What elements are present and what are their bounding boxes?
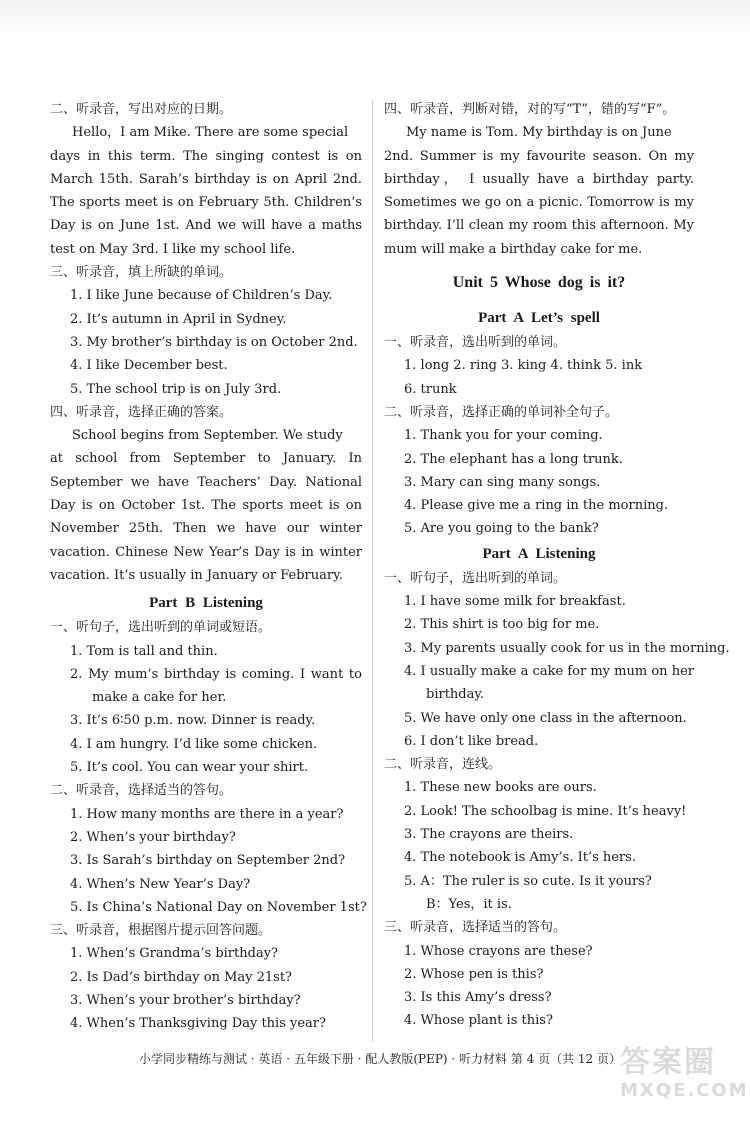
list-item: 2. It’s autumn in April in Sydney. [70, 311, 287, 327]
list-item: 1. Tom is tall and thin. [70, 643, 218, 659]
list-item: 3. It’s 6∶50 p.m. now. Dinner is ready. [70, 713, 316, 729]
paragraph-line: 2nd. Summer is my favourite season. On my [384, 148, 694, 164]
paragraph-line: Day is on June 1st. And we will have a maths [50, 218, 362, 234]
list-item: 2. Is Dad’s birthday on May 21st? [70, 969, 293, 985]
list-item: 1. I like June because of Children’s Day. [70, 288, 333, 304]
paragraph-line: Hello，I am Mike. There are some special [72, 125, 349, 141]
paragraph-line: Sometimes we go on a picnic. Tomorrow is my [384, 195, 694, 211]
paragraph-line: November 25th. Then we have our winter [50, 521, 362, 537]
list-item: 4. Whose plant is this? [404, 1013, 553, 1029]
list-item: 1. These new books are ours. [404, 780, 597, 796]
watermark-en: MXQE.COM [620, 1080, 749, 1101]
list-item: 5. The school trip is on July 3rd. [70, 381, 282, 397]
section-heading: 三、听录音，填上所缺的单词。 [50, 265, 233, 281]
paragraph-line: September we have Teachers’ Day. National [50, 474, 362, 490]
paragraph-line: vacation. Chinese New Year’s Day is in winter [50, 544, 362, 560]
paragraph-line: birthday. I’ll clean my room this afternoon. My [384, 218, 694, 234]
list-item: 2. My mum’s birthday is coming. I want to [70, 666, 362, 682]
list-item: 4. I am hungry. I’d like some chicken. [70, 736, 318, 752]
section-heading: 三、听录音，选择适当的答句。 [384, 920, 567, 936]
list-item: 4. I like December best. [70, 358, 228, 374]
paragraph-line: vacation. It’s usually in January or February. [50, 567, 343, 583]
list-item: 3. My parents usually cook for us in the morning. [404, 640, 730, 656]
watermark-cn: 答案圈 [620, 1045, 716, 1080]
list-item: 4. Please give me a ring in the morning. [404, 498, 669, 514]
list-item: 1. When’s Grandma’s birthday? [70, 946, 279, 962]
list-item: 4. When’s Thanksgiving Day this year? [70, 1016, 326, 1032]
list-item: 5. It’s cool. You can wear your shirt. [70, 760, 309, 776]
list-item: 4. When’s New Year’s Day? [70, 876, 251, 892]
part-a-listening-title: Part A Listening [482, 545, 596, 562]
list-item: 1. long 2. ring 3. king 4. think 5. ink [404, 358, 643, 374]
scan-top-shading [0, 0, 750, 40]
paragraph-line: test on May 3rd. I like my school life. [50, 241, 296, 257]
list-item: 4. The notebook is Amy’s. It’s hers. [404, 850, 636, 866]
paragraph-line: at school from September to January. In [50, 451, 362, 467]
part-b-title: Part B Listening [149, 595, 263, 612]
list-item: 2. When’s your birthday? [70, 829, 236, 845]
section-heading: 二、听录音，选择正确的单词补全句子。 [384, 404, 619, 420]
list-item: 1. Whose crayons are these? [404, 943, 593, 959]
list-item: 6. I don’t like bread. [404, 733, 539, 749]
section-heading: 二、听录音，连线。 [384, 757, 502, 773]
paragraph-line: mum will make a birthday cake for me. [384, 241, 643, 257]
list-item: 5. We have only one class in the afternoon. [404, 710, 687, 726]
list-item: 3. Mary can sing many songs. [404, 474, 601, 490]
list-item: 3. The crayons are theirs. [404, 827, 574, 843]
paragraph-line: My name is Tom. My birthday is on June [406, 125, 672, 141]
list-item: 1. I have some milk for breakfast. [404, 594, 626, 610]
paragraph-line: birthday， I usually have a birthday party. [384, 171, 694, 187]
column-divider [372, 100, 373, 1042]
list-item-continuation: birthday. [426, 687, 485, 703]
list-item: 4. I usually make a cake for my mum on her [404, 663, 694, 679]
list-item: 5. A：The ruler is so cute. Is it yours? [404, 873, 652, 889]
list-item: 5. Are you going to the bank? [404, 521, 599, 537]
section-heading: 一、听句子，选出听到的单词或短语。 [50, 620, 272, 636]
list-item: 6. trunk [404, 381, 457, 397]
paragraph-line: The sports meet is on February 5th. Children’s [50, 195, 362, 211]
section-heading: 二、听录音，选择适当的答句。 [50, 783, 233, 799]
page-footer: 小学同步精练与测试 · 英语 · 五年级下册 · 配人教版(PEP) · 听力材料 第 4 页（共 12 页） [138, 1052, 622, 1066]
paragraph-line: days in this term. The singing contest is on [50, 148, 362, 164]
list-item: 2. Whose pen is this? [404, 966, 544, 982]
paragraph-line: School begins from September. We study [72, 428, 343, 444]
list-item: 2. The elephant has a long trunk. [404, 451, 623, 467]
section-heading: 四、听录音，选择正确的答案。 [50, 404, 233, 420]
list-item: 1. Thank you for your coming. [404, 428, 603, 444]
list-item: 1. How many months are there in a year? [70, 806, 344, 822]
left-column [50, 98, 367, 1036]
list-item: 3. My brother’s birthday is on October 2nd. [70, 334, 358, 350]
section-heading: 一、听录音，选出听到的单词。 [384, 335, 567, 351]
paragraph-line: Day is on October 1st. The sports meet is on [50, 498, 362, 514]
list-item: 3. When’s your brother’s birthday? [70, 992, 301, 1008]
list-item: 2. Look! The schoolbag is mine. It’s heavy! [404, 803, 687, 819]
section-heading: 三、听录音，根据图片提示回答问题。 [50, 923, 272, 939]
list-item: 2. This shirt is too big for me. [404, 617, 600, 633]
right-column [384, 98, 730, 1033]
section-heading: 一、听句子，选出听到的单词。 [384, 570, 567, 586]
list-item: 5. Is China’s National Day on November 1st? [70, 899, 367, 915]
section-heading: 二、听录音，写出对应的日期。 [50, 102, 233, 117]
unit-title: Unit 5 Whose dog is it? [452, 274, 626, 292]
list-item-continuation: make a cake for her. [92, 690, 227, 706]
watermark-logo [620, 1045, 749, 1105]
paragraph-line: March 15th. Sarah’s birthday is on April 2nd. [50, 171, 362, 187]
list-item: 3. Is this Amy’s dress? [404, 990, 552, 1006]
list-item-continuation: B：Yes，it is. [426, 896, 512, 912]
part-a-spell-title: Part A Let’s spell [478, 310, 600, 327]
list-item: 3. Is Sarah’s birthday on September 2nd? [70, 853, 346, 869]
section-heading: 四、听录音，判断对错，对的写“T”，错的写“F”。 [384, 102, 676, 117]
